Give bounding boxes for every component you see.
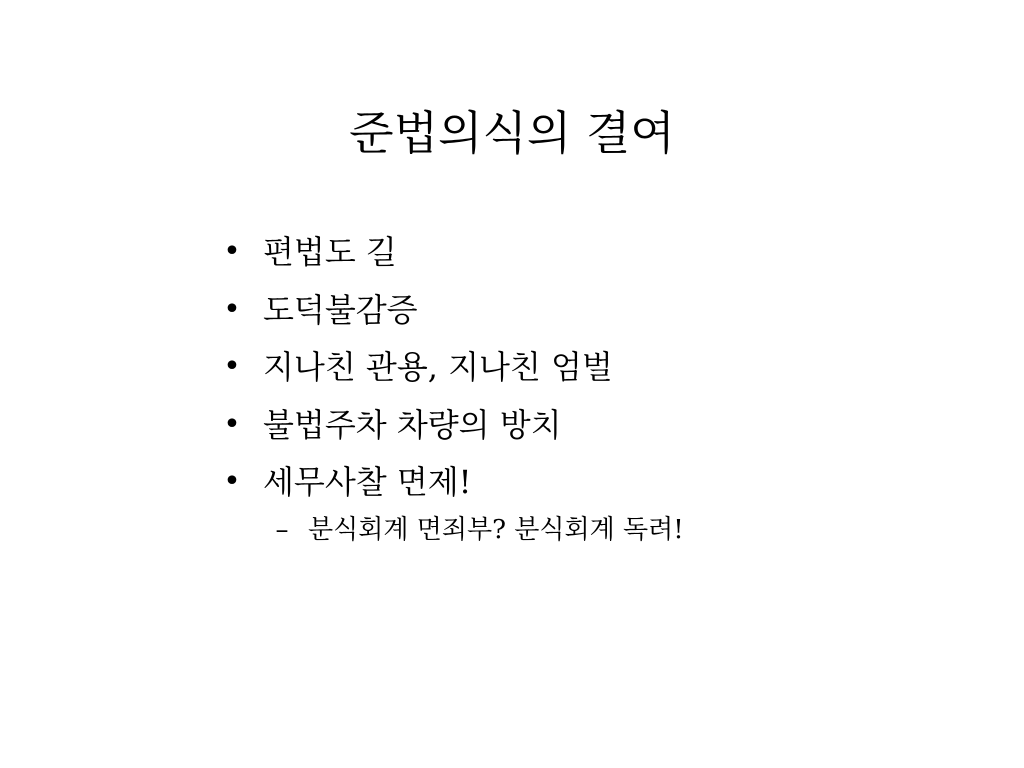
sub-bullet-item xyxy=(222,510,684,550)
sub-bullet-text: 분식회계 면죄부? 분식회계 독려! xyxy=(308,514,684,545)
bullet-marker: • xyxy=(223,406,241,442)
bullet-item xyxy=(222,341,684,399)
bullet-text: 도덕불감증 xyxy=(263,290,418,329)
bullet-item xyxy=(222,399,684,457)
bullet-text: 세무사찰 면제! xyxy=(263,463,472,501)
bullet-text: 편법도 길 xyxy=(263,233,397,271)
bullet-text: 지나친 관용, 지나친 엄벌 xyxy=(263,348,613,386)
bullet-text: 불법주차 차량의 방치 xyxy=(263,405,562,444)
bullet-marker: • xyxy=(223,349,241,384)
slide-title: 준법의식의 결여 xyxy=(349,106,675,160)
bullet-marker: • xyxy=(223,291,241,327)
bullet-item xyxy=(222,226,684,284)
bullet-marker: • xyxy=(223,234,241,269)
bullet-marker: • xyxy=(223,464,241,499)
bullet-list xyxy=(222,226,684,550)
bullet-item xyxy=(222,284,684,342)
sub-bullet-marker: – xyxy=(275,514,289,545)
bullet-item xyxy=(222,456,684,514)
